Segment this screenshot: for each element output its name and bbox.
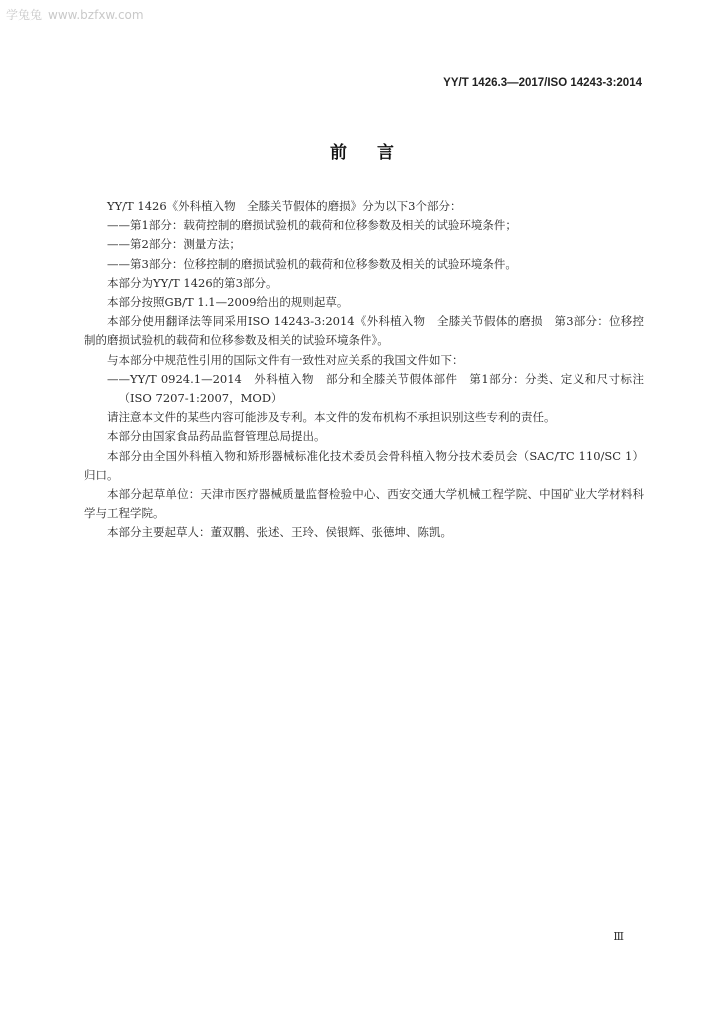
part-list-item: ——第3部分：位移控制的磨损试验机的载荷和位移参数及相关的试验环境条件。 — [107, 256, 517, 271]
watermark-site-name: 学兔兔 — [6, 8, 43, 22]
part-list-item: ——第2部分：测量方法； — [107, 237, 241, 252]
proposer-paragraph: 本部分由国家食品药品监督管理总局提出。 — [107, 429, 326, 444]
foreword-body — [84, 197, 644, 543]
part-list-item: ——第1部分：载荷控制的磨损试验机的载荷和位移参数及相关的试验环境条件； — [107, 218, 517, 233]
watermark — [6, 6, 144, 23]
intro-paragraph: YY/T 1426《外科植入物 全膝关节假体的磨损》分为以下3个部分： — [107, 199, 462, 213]
consistency-list-item: ——YY/T 0924.1—2014 外科植入物 部分和全膝关节假体部件 第1部分：分类、定义和尺寸标注（ISO 7207-1:2007，MOD） — [107, 371, 644, 406]
page-title: 前言 — [330, 143, 424, 163]
drafting-units-paragraph: 本部分起草单位：天津市医疗器械质量监督检验中心、西安交通大学机械工程学院、中国矿业大学材料科学与工程学院。 — [84, 487, 644, 521]
drafting-rules-paragraph: 本部分按照GB/T 1.1—2009给出的规则起草。 — [107, 295, 349, 310]
page-number: Ⅲ — [613, 930, 624, 943]
drafters-paragraph: 本部分主要起草人：董双鹏、张述、王玲、侯银辉、张德坤、陈凯。 — [107, 525, 452, 540]
patent-notice-paragraph: 请注意本文件的某些内容可能涉及专利。本文件的发布机构不承担识别这些专利的责任。 — [107, 410, 556, 425]
consistency-intro-paragraph: 与本部分中规范性引用的国际文件有一致性对应关系的我国文件如下： — [107, 352, 464, 367]
translation-paragraph: 本部分使用翻译法等同采用ISO 14243-3:2014《外科植入物 全膝关节假体的磨损 第3部分：位移控制的磨损试验机的载荷和位移参数及相关的试验环境条件》。 — [84, 314, 644, 348]
watermark-url: www.bzfxw.com — [48, 8, 144, 22]
standard-number-header: YY/T 1426.3—2017/ISO 14243-3:2014 — [443, 77, 642, 89]
committee-paragraph: 本部分由全国外科植入物和矫形器械标准化技术委员会骨科植入物分技术委员会（SAC/TC 110/SC 1）归口。 — [84, 448, 644, 482]
this-part-paragraph: 本部分为YY/T 1426的第3部分。 — [107, 275, 278, 290]
